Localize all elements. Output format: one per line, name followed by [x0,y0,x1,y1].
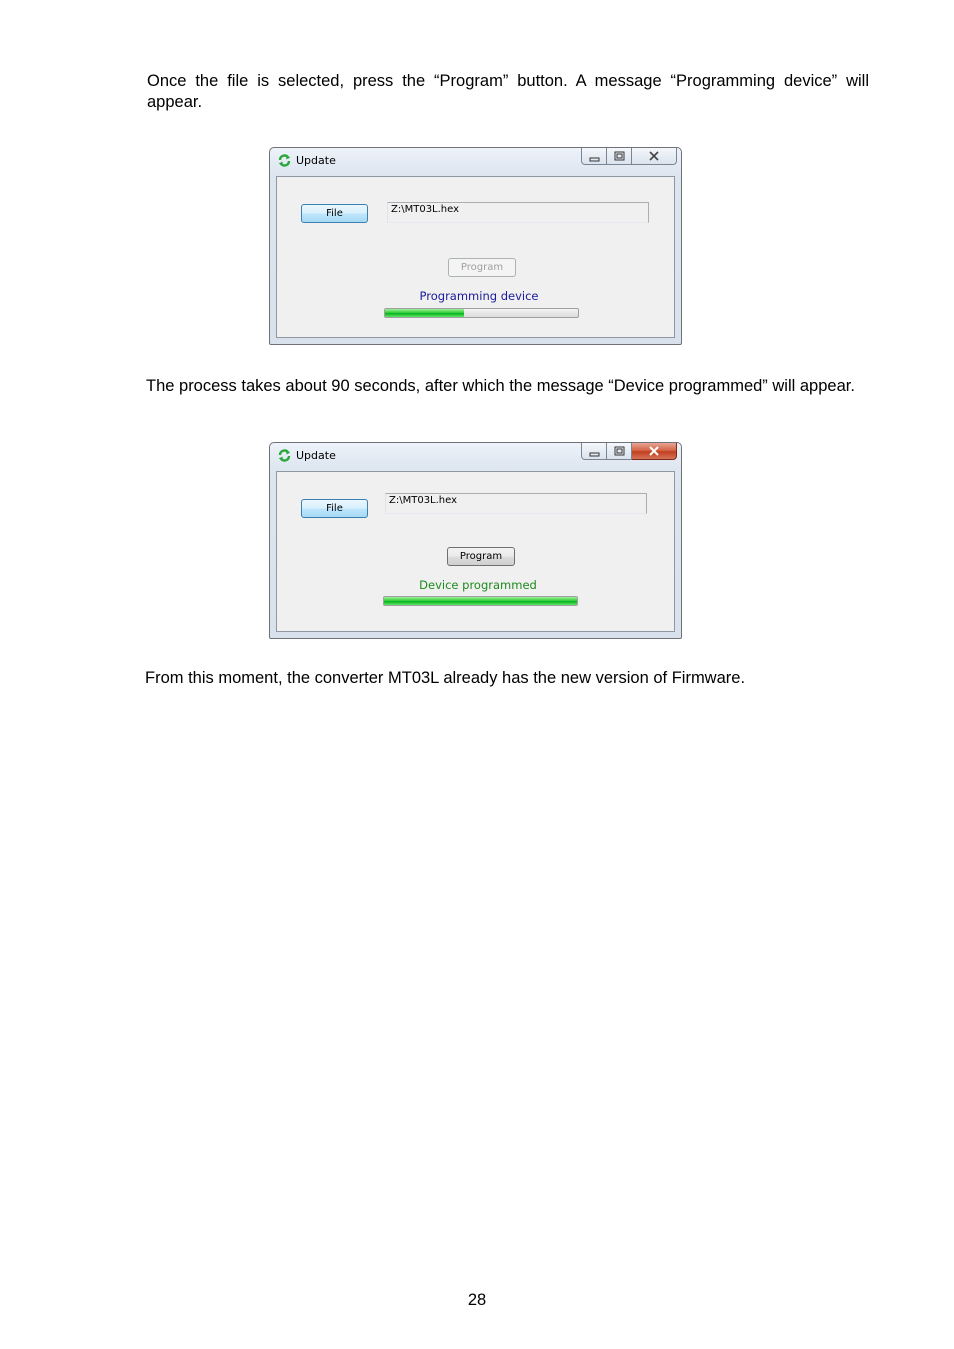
window-title: Update [296,154,336,167]
status-message: Device programmed [419,578,537,592]
page-number: 28 [467,1291,487,1309]
minimize-button[interactable] [581,443,607,460]
title-bar[interactable] [270,443,681,470]
progress-bar [383,596,578,606]
maximize-button[interactable] [607,148,632,165]
intro-paragraph: Once the file is selected, press the “Program” button. A message “Programming device” will appear. [147,72,869,111]
close-button[interactable] [632,443,677,460]
minimize-icon [582,148,608,165]
file-button[interactable]: File [301,499,368,518]
close-button[interactable] [632,148,677,165]
closing-paragraph: From this moment, the converter MT03L already has the new version of Firmware. [145,669,746,687]
progress-fill [385,309,464,317]
file-button[interactable]: File [301,204,368,223]
status-message: Programming device [419,289,539,303]
refresh-icon [278,449,291,462]
window-client-area [276,471,675,632]
progress-bar [384,308,579,318]
maximize-icon [607,443,632,460]
program-button[interactable]: Program [448,258,516,277]
window-client-area [276,176,675,338]
progress-fill [384,597,577,605]
update-window-programmed [269,442,682,639]
minimize-button[interactable] [581,148,607,165]
minimize-icon [582,443,608,460]
file-path-field[interactable]: Z:\MT03L.hex [387,202,649,223]
middle-paragraph: The process takes about 90 seconds, after which the message “Device programmed” will appear. [146,377,855,395]
maximize-button[interactable] [607,443,632,460]
maximize-icon [607,148,632,165]
update-window-programming [269,147,682,345]
file-path-field[interactable]: Z:\MT03L.hex [385,493,647,514]
window-title: Update [296,449,336,462]
refresh-icon [278,154,291,167]
title-bar[interactable] [270,148,681,175]
program-button[interactable]: Program [447,547,515,566]
close-icon [632,148,677,165]
close-icon [632,443,677,460]
